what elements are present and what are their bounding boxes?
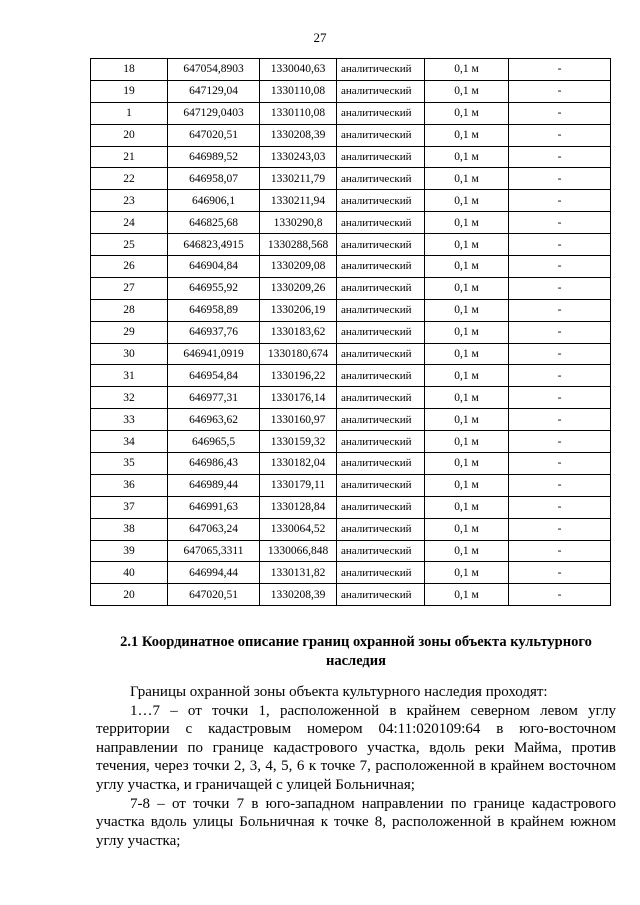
- accuracy-cell: 0,1 м: [425, 387, 509, 409]
- point-number-cell: 24: [91, 212, 168, 234]
- method-cell: аналитический: [337, 190, 425, 212]
- table-row: [91, 168, 611, 190]
- method-cell: аналитический: [337, 343, 425, 365]
- coordinate-y-cell: 1330110,08: [260, 80, 337, 102]
- accuracy-cell: 0,1 м: [425, 365, 509, 387]
- description-cell: -: [509, 387, 611, 409]
- description-cell: -: [509, 453, 611, 475]
- coordinate-y-cell: 1330066,848: [260, 540, 337, 562]
- accuracy-cell: 0,1 м: [425, 518, 509, 540]
- coordinate-y-cell: 1330211,94: [260, 190, 337, 212]
- description-cell: -: [509, 540, 611, 562]
- point-number-cell: 23: [91, 190, 168, 212]
- coordinate-y-cell: 1330206,19: [260, 299, 337, 321]
- point-number-cell: 27: [91, 277, 168, 299]
- table-row: [91, 190, 611, 212]
- method-cell: аналитический: [337, 256, 425, 278]
- point-number-cell: 20: [91, 584, 168, 606]
- table-row: [91, 80, 611, 102]
- method-cell: аналитический: [337, 212, 425, 234]
- description-cell: -: [509, 321, 611, 343]
- coordinate-x-cell: 647129,0403: [168, 102, 260, 124]
- coordinate-y-cell: 1330208,39: [260, 124, 337, 146]
- description-cell: -: [509, 234, 611, 256]
- accuracy-cell: 0,1 м: [425, 168, 509, 190]
- coordinate-y-cell: 1330183,62: [260, 321, 337, 343]
- accuracy-cell: 0,1 м: [425, 343, 509, 365]
- point-number-cell: 30: [91, 343, 168, 365]
- coordinate-y-cell: 1330208,39: [260, 584, 337, 606]
- coordinate-x-cell: 647065,3311: [168, 540, 260, 562]
- table-row: [91, 277, 611, 299]
- section-text: [96, 683, 616, 850]
- accuracy-cell: 0,1 м: [425, 59, 509, 81]
- coordinate-y-cell: 1330209,08: [260, 256, 337, 278]
- point-number-cell: 1: [91, 102, 168, 124]
- method-cell: аналитический: [337, 321, 425, 343]
- description-cell: -: [509, 518, 611, 540]
- coordinates-table: [90, 58, 611, 606]
- point-number-cell: 34: [91, 431, 168, 453]
- coordinate-y-cell: 1330131,82: [260, 562, 337, 584]
- description-cell: -: [509, 496, 611, 518]
- coordinate-x-cell: 646823,4915: [168, 234, 260, 256]
- accuracy-cell: 0,1 м: [425, 584, 509, 606]
- accuracy-cell: 0,1 м: [425, 496, 509, 518]
- coordinate-x-cell: 646994,44: [168, 562, 260, 584]
- coordinate-y-cell: 1330209,26: [260, 277, 337, 299]
- coordinate-y-cell: 1330180,674: [260, 343, 337, 365]
- point-number-cell: 18: [91, 59, 168, 81]
- coordinate-y-cell: 1330159,32: [260, 431, 337, 453]
- page-number: 27: [313, 30, 327, 45]
- coordinate-x-cell: 646989,44: [168, 474, 260, 496]
- coordinate-x-cell: 647020,51: [168, 124, 260, 146]
- coordinate-y-cell: 1330040,63: [260, 59, 337, 81]
- description-cell: -: [509, 168, 611, 190]
- method-cell: аналитический: [337, 474, 425, 496]
- coordinate-x-cell: 646937,76: [168, 321, 260, 343]
- accuracy-cell: 0,1 м: [425, 299, 509, 321]
- coordinate-x-cell: 646991,63: [168, 496, 260, 518]
- coordinate-x-cell: 646958,07: [168, 168, 260, 190]
- table-row: [91, 431, 611, 453]
- point-number-cell: 37: [91, 496, 168, 518]
- method-cell: аналитический: [337, 496, 425, 518]
- description-cell: -: [509, 299, 611, 321]
- point-number-cell: 25: [91, 234, 168, 256]
- method-cell: аналитический: [337, 409, 425, 431]
- method-cell: аналитический: [337, 80, 425, 102]
- coordinate-y-cell: 1330176,14: [260, 387, 337, 409]
- table-row: [91, 387, 611, 409]
- description-cell: -: [509, 80, 611, 102]
- coordinate-x-cell: 646963,62: [168, 409, 260, 431]
- accuracy-cell: 0,1 м: [425, 212, 509, 234]
- table-row: [91, 453, 611, 475]
- coordinate-x-cell: 646989,52: [168, 146, 260, 168]
- accuracy-cell: 0,1 м: [425, 80, 509, 102]
- point-number-cell: 32: [91, 387, 168, 409]
- table-row: [91, 212, 611, 234]
- method-cell: аналитический: [337, 277, 425, 299]
- table-row: [91, 102, 611, 124]
- description-cell: -: [509, 212, 611, 234]
- accuracy-cell: 0,1 м: [425, 256, 509, 278]
- accuracy-cell: 0,1 м: [425, 453, 509, 475]
- method-cell: аналитический: [337, 387, 425, 409]
- description-cell: -: [509, 190, 611, 212]
- description-cell: -: [509, 102, 611, 124]
- paragraph-segment-7-8: 7-8 – от точки 7 в юго-западном направлении по границе кадастрового участка вдоль улицы Больничная к точке 8, расположенной в крайнем южном углу участка;: [96, 795, 616, 849]
- description-cell: -: [509, 343, 611, 365]
- table-row: [91, 496, 611, 518]
- table-row: [91, 409, 611, 431]
- point-number-cell: 33: [91, 409, 168, 431]
- coordinate-y-cell: 1330179,11: [260, 474, 337, 496]
- accuracy-cell: 0,1 м: [425, 474, 509, 496]
- method-cell: аналитический: [337, 453, 425, 475]
- table-row: [91, 518, 611, 540]
- coordinate-x-cell: 647054,8903: [168, 59, 260, 81]
- coordinate-y-cell: 1330211,79: [260, 168, 337, 190]
- description-cell: -: [509, 277, 611, 299]
- method-cell: аналитический: [337, 365, 425, 387]
- table-row: [91, 299, 611, 321]
- method-cell: аналитический: [337, 584, 425, 606]
- accuracy-cell: 0,1 м: [425, 190, 509, 212]
- coordinate-y-cell: 1330196,22: [260, 365, 337, 387]
- coordinate-y-cell: 1330110,08: [260, 102, 337, 124]
- coordinate-x-cell: 646904,84: [168, 256, 260, 278]
- description-cell: -: [509, 431, 611, 453]
- point-number-cell: 40: [91, 562, 168, 584]
- description-cell: -: [509, 584, 611, 606]
- point-number-cell: 39: [91, 540, 168, 562]
- coordinate-y-cell: 1330182,04: [260, 453, 337, 475]
- point-number-cell: 38: [91, 518, 168, 540]
- accuracy-cell: 0,1 м: [425, 124, 509, 146]
- table-row: [91, 540, 611, 562]
- method-cell: аналитический: [337, 234, 425, 256]
- coordinate-y-cell: 1330160,97: [260, 409, 337, 431]
- table-row: [91, 365, 611, 387]
- coordinate-x-cell: 646986,43: [168, 453, 260, 475]
- method-cell: аналитический: [337, 168, 425, 190]
- table-row: [91, 59, 611, 81]
- point-number-cell: 21: [91, 146, 168, 168]
- coordinates-table-body: [91, 59, 611, 606]
- coordinate-y-cell: 1330243,03: [260, 146, 337, 168]
- coordinate-x-cell: 646977,31: [168, 387, 260, 409]
- accuracy-cell: 0,1 м: [425, 102, 509, 124]
- description-cell: -: [509, 474, 611, 496]
- method-cell: аналитический: [337, 518, 425, 540]
- description-cell: -: [509, 562, 611, 584]
- point-number-cell: 36: [91, 474, 168, 496]
- accuracy-cell: 0,1 м: [425, 409, 509, 431]
- coordinate-x-cell: 646941,0919: [168, 343, 260, 365]
- table-row: [91, 146, 611, 168]
- coordinate-y-cell: 1330288,568: [260, 234, 337, 256]
- description-cell: -: [509, 256, 611, 278]
- method-cell: аналитический: [337, 562, 425, 584]
- method-cell: аналитический: [337, 102, 425, 124]
- description-cell: -: [509, 409, 611, 431]
- point-number-cell: 31: [91, 365, 168, 387]
- accuracy-cell: 0,1 м: [425, 234, 509, 256]
- table-row: [91, 343, 611, 365]
- section-title: 2.1 Координатное описание границ охранной зоны объекта культурного наследия: [120, 634, 592, 669]
- coordinate-y-cell: 1330290,8: [260, 212, 337, 234]
- coordinate-x-cell: 647020,51: [168, 584, 260, 606]
- accuracy-cell: 0,1 м: [425, 146, 509, 168]
- table-row: [91, 562, 611, 584]
- point-number-cell: 28: [91, 299, 168, 321]
- method-cell: аналитический: [337, 431, 425, 453]
- paragraph-segment-1-7: 1…7 – от точки 1, расположенной в крайнем северном левом углу территории с кадастровым номером 04:11:020109:64 в юго-восточном направлении по границе кадастрового участка, вдоль реки Майма, против течения, через точки 2, 3, 4, 5, 6 к точке 7, расположенной в крайнем восточном углу участка, и граничащей с улицей Больничная;: [96, 702, 616, 793]
- accuracy-cell: 0,1 м: [425, 321, 509, 343]
- description-cell: -: [509, 124, 611, 146]
- accuracy-cell: 0,1 м: [425, 431, 509, 453]
- coordinate-x-cell: 646825,68: [168, 212, 260, 234]
- accuracy-cell: 0,1 м: [425, 277, 509, 299]
- paragraph-intro: Границы охранной зоны объекта культурного наследия проходят:: [130, 684, 548, 700]
- table-row: [91, 584, 611, 606]
- coordinate-y-cell: 1330064,52: [260, 518, 337, 540]
- coordinate-x-cell: 646955,92: [168, 277, 260, 299]
- point-number-cell: 19: [91, 80, 168, 102]
- table-row: [91, 321, 611, 343]
- description-cell: -: [509, 146, 611, 168]
- point-number-cell: 29: [91, 321, 168, 343]
- table-row: [91, 234, 611, 256]
- method-cell: аналитический: [337, 124, 425, 146]
- table-row: [91, 474, 611, 496]
- table-row: [91, 124, 611, 146]
- point-number-cell: 35: [91, 453, 168, 475]
- method-cell: аналитический: [337, 299, 425, 321]
- description-cell: -: [509, 365, 611, 387]
- method-cell: аналитический: [337, 59, 425, 81]
- coordinate-x-cell: 646958,89: [168, 299, 260, 321]
- accuracy-cell: 0,1 м: [425, 562, 509, 584]
- coordinate-y-cell: 1330128,84: [260, 496, 337, 518]
- method-cell: аналитический: [337, 540, 425, 562]
- coordinate-x-cell: 646906,1: [168, 190, 260, 212]
- table-row: [91, 256, 611, 278]
- accuracy-cell: 0,1 м: [425, 540, 509, 562]
- point-number-cell: 26: [91, 256, 168, 278]
- coordinate-x-cell: 647129,04: [168, 80, 260, 102]
- coordinate-x-cell: 647063,24: [168, 518, 260, 540]
- point-number-cell: 20: [91, 124, 168, 146]
- coordinate-x-cell: 646954,84: [168, 365, 260, 387]
- method-cell: аналитический: [337, 146, 425, 168]
- coordinate-x-cell: 646965,5: [168, 431, 260, 453]
- point-number-cell: 22: [91, 168, 168, 190]
- description-cell: -: [509, 59, 611, 81]
